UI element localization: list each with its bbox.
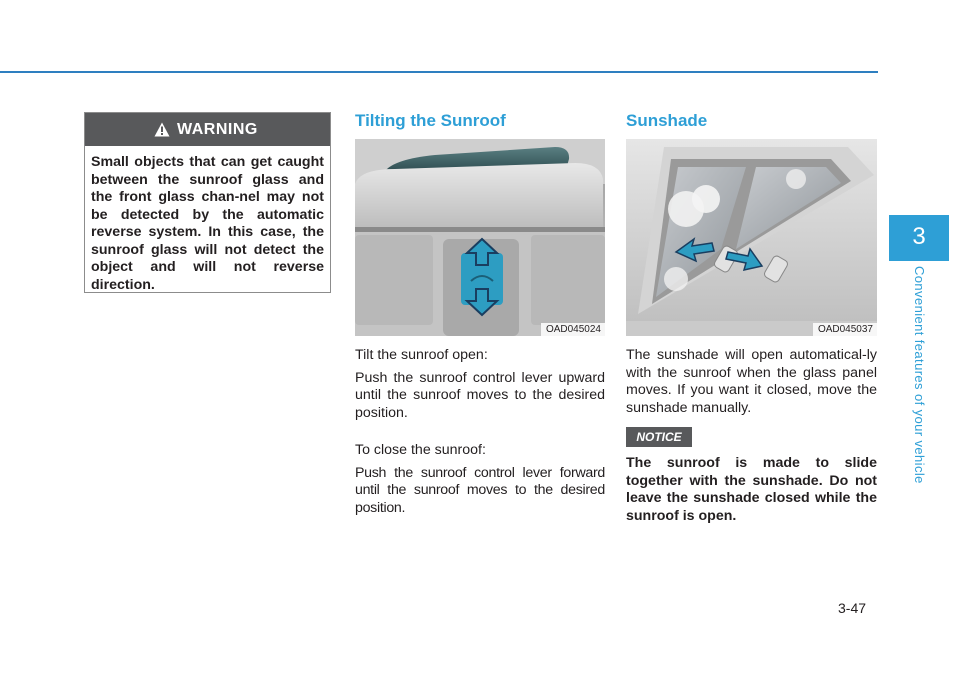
sunshade-heading: Sunshade [626, 111, 708, 130]
notice-text-block [626, 455, 877, 525]
sunroof-control-illustration [355, 139, 605, 336]
sunshade-figure-code: OAD045037 [813, 323, 877, 336]
sunshade-illustration [626, 139, 877, 336]
chapter-tab [889, 215, 949, 261]
tilting-close-intro: To close the sunroof: [355, 442, 486, 458]
warning-header [85, 113, 330, 146]
tilting-close-instruction: Push the sunroof control lever forward until the sunroof moves to the desired position. [355, 464, 605, 516]
warning-label: WARNING [177, 121, 258, 138]
notice-text: The sunroof is made to slide together with the sunshade. Do not leave the sunshade closed while the sunroof is open. [626, 455, 877, 524]
page-number: 3-47 [838, 600, 867, 616]
tilting-open-instruction: Push the sunroof control lever upward until the sunroof moves to the desired position. [355, 369, 605, 421]
top-rule [0, 71, 878, 73]
warning-box [84, 112, 331, 293]
sunroof-control-figure [355, 139, 605, 336]
sunshade-text-block [626, 347, 877, 417]
warning-text: Small objects that can get caught between the sunroof glass and the front glass chan-nel may not be detected by the automatic reverse system. In this case, the sunroof glass will not detect the object and will not reverse direction. [91, 154, 324, 293]
tilting-figure-code: OAD045024 [541, 323, 605, 336]
sunshade-figure [626, 139, 877, 336]
tilting-text [355, 347, 605, 517]
notice-badge: NOTICE [626, 427, 692, 447]
tilting-open-intro: Tilt the sunroof open: [355, 347, 488, 363]
tilting-heading: Tilting the Sunroof [355, 111, 506, 130]
chapter-title: Convenient features of your vehicle [912, 266, 927, 484]
warning-triangle-icon [154, 122, 170, 137]
sunshade-text: The sunshade will open automatical-ly with the sunroof when the glass panel moves. If you want it closed, move the sunshade manually. [626, 347, 877, 416]
chapter-number: 3 [912, 223, 926, 250]
